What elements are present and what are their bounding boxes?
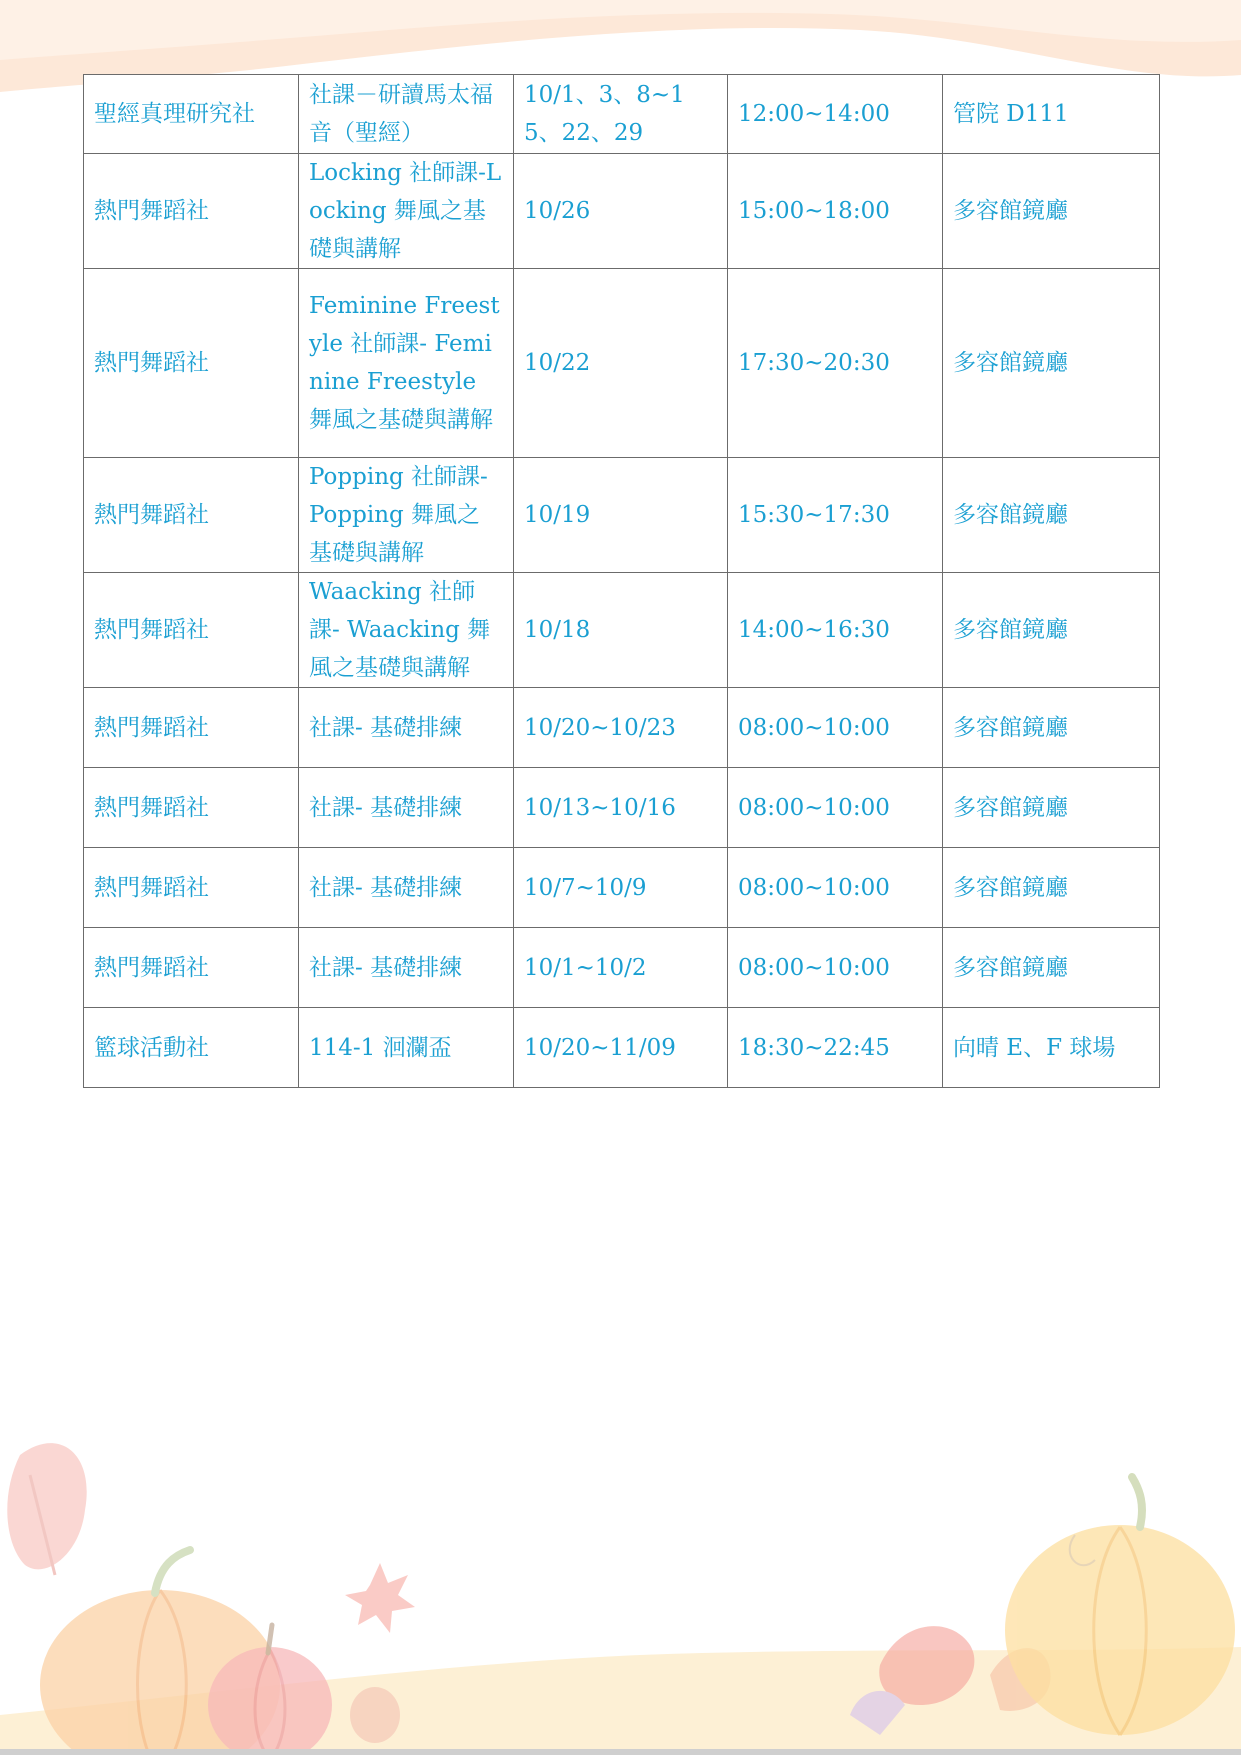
club-cell: 籃球活動社: [84, 1008, 299, 1088]
date-cell: 10/18: [514, 573, 728, 688]
time-cell: 08:00~10:00: [728, 848, 943, 928]
table-row: [84, 768, 1160, 848]
club-activity-schedule-table: [83, 74, 1160, 1088]
pumpkin-right-icon: [1005, 1477, 1235, 1735]
page-bottom-edge: [0, 1749, 1241, 1755]
location-cell: 管院 D111: [943, 75, 1160, 154]
location-cell: 多容館鏡廳: [943, 269, 1160, 458]
activity-cell: Popping 社師課-Popping 舞風之基礎與講解: [299, 458, 514, 573]
date-cell: 10/1~10/2: [514, 928, 728, 1008]
table-row: [84, 75, 1160, 154]
club-cell: 熱門舞蹈社: [84, 573, 299, 688]
pinecone-icon: [350, 1687, 400, 1743]
table-row: [84, 928, 1160, 1008]
date-cell: 10/7~10/9: [514, 848, 728, 928]
table-row: [84, 458, 1160, 573]
club-cell: 熱門舞蹈社: [84, 848, 299, 928]
table-row: [84, 573, 1160, 688]
time-cell: 15:00~18:00: [728, 154, 943, 269]
date-cell: 10/20~10/23: [514, 688, 728, 768]
table-row: [84, 848, 1160, 928]
activity-cell: 114-1 洄瀾盃: [299, 1008, 514, 1088]
activity-cell: 社課- 基礎排練: [299, 928, 514, 1008]
table-row: [84, 688, 1160, 768]
date-cell: 10/13~10/16: [514, 768, 728, 848]
location-cell: 多容館鏡廳: [943, 768, 1160, 848]
club-cell: 熱門舞蹈社: [84, 688, 299, 768]
time-cell: 14:00~16:30: [728, 573, 943, 688]
time-cell: 18:30~22:45: [728, 1008, 943, 1088]
location-cell: 多容館鏡廳: [943, 928, 1160, 1008]
maple-leaf-icon: [345, 1563, 415, 1633]
table-row: [84, 154, 1160, 269]
activity-cell: 社課－研讀馬太福音（聖經）: [299, 75, 514, 154]
club-cell: 熱門舞蹈社: [84, 154, 299, 269]
leaf-left-icon: [7, 1443, 86, 1575]
time-cell: 15:30~17:30: [728, 458, 943, 573]
time-cell: 17:30~20:30: [728, 269, 943, 458]
activity-cell: 社課- 基礎排練: [299, 768, 514, 848]
time-cell: 08:00~10:00: [728, 928, 943, 1008]
time-cell: 08:00~10:00: [728, 768, 943, 848]
location-cell: 向晴 E、F 球場: [943, 1008, 1160, 1088]
location-cell: 多容館鏡廳: [943, 573, 1160, 688]
activity-cell: Locking 社師課-Locking 舞風之基礎與講解: [299, 154, 514, 269]
date-cell: 10/26: [514, 154, 728, 269]
activity-cell: Feminine Freestyle 社師課- Feminine Freestyle 舞風之基礎與講解: [299, 269, 514, 458]
time-cell: 12:00~14:00: [728, 75, 943, 154]
date-cell: 10/1、3、8~15、22、29: [514, 75, 728, 154]
autumn-pumpkin-decoration: [0, 1415, 1241, 1755]
date-cell: 10/19: [514, 458, 728, 573]
time-cell: 08:00~10:00: [728, 688, 943, 768]
table-row: [84, 269, 1160, 458]
location-cell: 多容館鏡廳: [943, 848, 1160, 928]
club-cell: 熱門舞蹈社: [84, 768, 299, 848]
activity-cell: 社課- 基礎排練: [299, 688, 514, 768]
location-cell: 多容館鏡廳: [943, 688, 1160, 768]
date-cell: 10/20~11/09: [514, 1008, 728, 1088]
activity-cell: 社課- 基礎排練: [299, 848, 514, 928]
club-cell: 熱門舞蹈社: [84, 928, 299, 1008]
location-cell: 多容館鏡廳: [943, 458, 1160, 573]
table-row: [84, 1008, 1160, 1088]
location-cell: 多容館鏡廳: [943, 154, 1160, 269]
date-cell: 10/22: [514, 269, 728, 458]
activity-cell: Waacking 社師課- Waacking 舞風之基礎與講解: [299, 573, 514, 688]
club-cell: 聖經真理研究社: [84, 75, 299, 154]
club-cell: 熱門舞蹈社: [84, 458, 299, 573]
club-cell: 熱門舞蹈社: [84, 269, 299, 458]
